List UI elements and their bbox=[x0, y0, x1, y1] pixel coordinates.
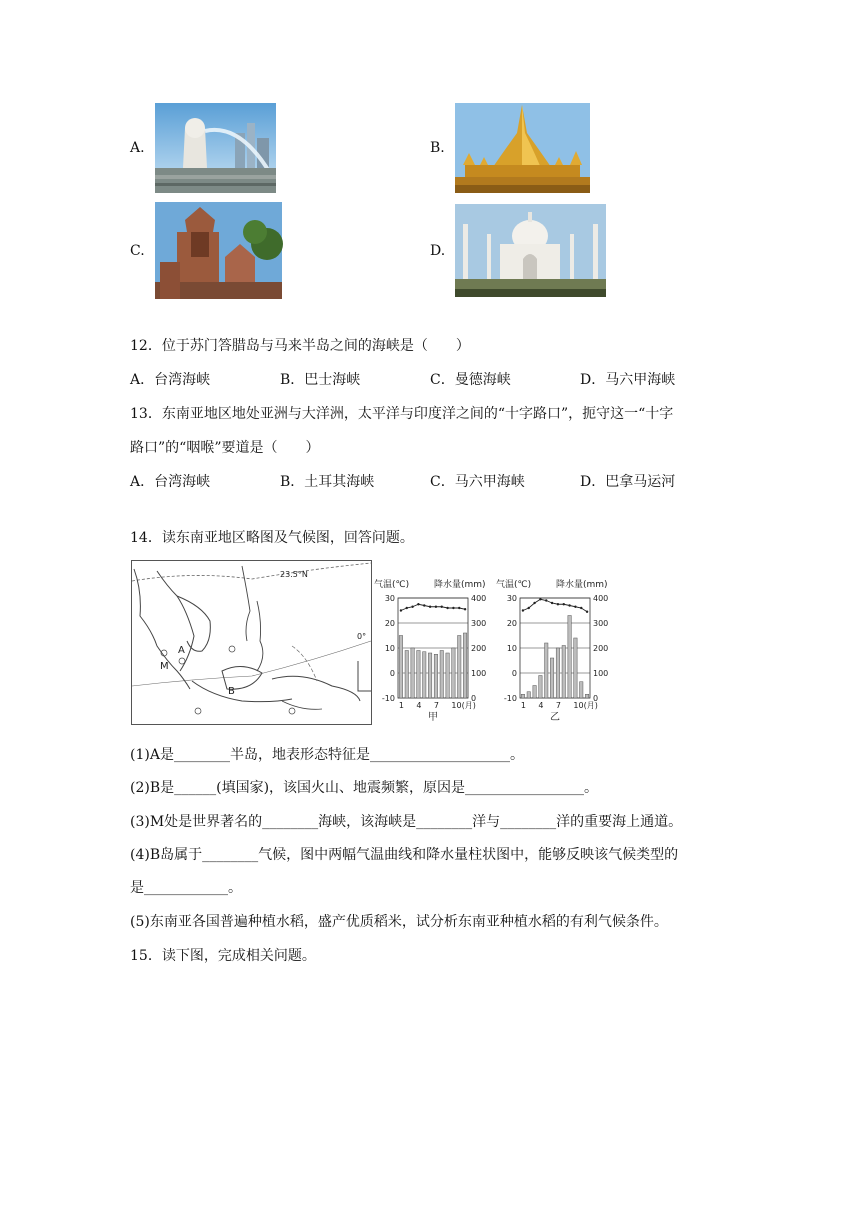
temperature-point bbox=[452, 607, 454, 609]
month-tick-label: 10(月) bbox=[451, 701, 476, 710]
temperature-point bbox=[458, 607, 460, 609]
q12-option-a: A．台湾海峡 bbox=[130, 372, 211, 388]
q13-stem-line1: 13．东南亚地区地处亚洲与大洋洲，太平洋与印度洋之间的“十字路口”，扼守这一“十字 bbox=[130, 406, 674, 422]
temp-tick-label: 20 bbox=[384, 619, 395, 628]
precip-bar bbox=[556, 648, 559, 698]
precip-bar bbox=[562, 646, 565, 699]
option-c-label: C. bbox=[130, 243, 145, 259]
month-tick-label: 7 bbox=[433, 701, 440, 710]
temperature-point bbox=[563, 603, 565, 605]
taj-mahal-photo bbox=[455, 204, 606, 297]
temperature-point bbox=[411, 606, 413, 608]
climate-chart-jia bbox=[374, 578, 486, 723]
temperature-point bbox=[551, 602, 553, 604]
month-tick-label: 4 bbox=[416, 701, 422, 710]
temp-tick-label: 0 bbox=[511, 669, 517, 678]
temperature-point bbox=[522, 609, 524, 611]
map-label-a: A bbox=[178, 645, 185, 656]
precip-tick-label: 0 bbox=[593, 694, 599, 703]
temperature-point bbox=[539, 598, 541, 600]
option-b-label: B. bbox=[430, 140, 445, 156]
precip-tick-label: 400 bbox=[471, 594, 487, 603]
map-tropic-label: 23.5°N bbox=[280, 570, 308, 579]
temperature-point bbox=[446, 607, 448, 609]
q13-stem-line2: 路口”的“咽喉”要道是（ ） bbox=[130, 440, 320, 456]
month-tick-label: 7 bbox=[555, 701, 562, 710]
q15-stem: 15．读下图，完成相关问题。 bbox=[130, 948, 316, 964]
q14-part-4a: (4)B岛属于________气候，图中两幅气温曲线和降水量柱状图中，能够反映该气候类型的 bbox=[130, 847, 679, 863]
q12-option-c: C．曼德海峡 bbox=[430, 372, 511, 388]
month-tick-label: 10(月) bbox=[573, 701, 598, 710]
q13-option-d: D．巴拿马运河 bbox=[580, 474, 676, 490]
precip-bar bbox=[580, 682, 583, 698]
temperature-point bbox=[464, 608, 466, 610]
q14-part-4b: 是____________。 bbox=[130, 880, 242, 896]
month-tick-label: 4 bbox=[538, 701, 544, 710]
precip-bar bbox=[585, 694, 588, 698]
merlion-photo bbox=[155, 103, 276, 193]
q13-option-c: C．马六甲海峡 bbox=[430, 474, 525, 490]
chart-name-label: 乙 bbox=[550, 712, 560, 723]
q14-stem: 14．读东南亚地区略图及气候图，回答问题。 bbox=[130, 530, 414, 546]
precip-bar bbox=[533, 686, 536, 699]
precip-tick-label: 200 bbox=[471, 644, 487, 653]
temp-tick-label: 20 bbox=[506, 619, 517, 628]
precip-bar bbox=[423, 652, 426, 698]
map-equator-label: 0° bbox=[357, 632, 367, 641]
climate-chart-yi bbox=[496, 578, 608, 723]
precip-bar bbox=[463, 633, 466, 698]
precip-tick-label: 100 bbox=[593, 669, 609, 678]
temperature-point bbox=[441, 606, 443, 608]
precip-bar bbox=[405, 651, 408, 699]
temperature-point bbox=[400, 609, 402, 611]
temperature-point bbox=[574, 606, 576, 608]
temperature-point bbox=[545, 599, 547, 601]
temp-tick-label: 10 bbox=[506, 644, 517, 653]
temp-axis-label: 气温(℃) bbox=[374, 580, 410, 590]
temperature-point bbox=[586, 611, 588, 613]
map-label-b: B bbox=[228, 686, 235, 697]
temp-tick-label: 30 bbox=[384, 594, 395, 603]
q12-option-b: B．巴士海峡 bbox=[280, 372, 361, 388]
q14-part-3: (3)M处是世界著名的________海峡，该海峡是________洋与________洋的重要海上通道。 bbox=[130, 814, 683, 830]
option-d-label: D. bbox=[430, 243, 446, 259]
month-tick-label: 1 bbox=[520, 701, 527, 710]
chart-name-label: 甲 bbox=[428, 712, 438, 723]
q14-part-2: (2)B是______(填国家)，该国火山、地震频繁，原因是_________________。 bbox=[130, 780, 599, 796]
precip-bar bbox=[417, 651, 420, 699]
precip-bar bbox=[521, 694, 524, 698]
temperature-point bbox=[528, 607, 530, 609]
pagoda-photo bbox=[455, 103, 590, 193]
q12-stem: 12．位于苏门答腊岛与马来半岛之间的海峡是（ ） bbox=[130, 338, 470, 354]
temperature-point bbox=[533, 602, 535, 604]
precip-bar bbox=[568, 616, 571, 699]
temperature-point bbox=[406, 607, 408, 609]
precip-bar bbox=[446, 653, 449, 698]
precip-tick-label: 0 bbox=[471, 694, 477, 703]
temp-tick-label: 0 bbox=[389, 669, 395, 678]
temp-axis-label: 气温(℃) bbox=[496, 580, 532, 590]
temp-tick-label: -10 bbox=[381, 694, 395, 703]
precip-bar bbox=[428, 653, 431, 698]
precip-bar bbox=[411, 648, 414, 698]
precip-bar bbox=[440, 651, 443, 699]
temperature-point bbox=[417, 603, 419, 605]
precip-bar bbox=[545, 643, 548, 698]
precip-bar bbox=[539, 676, 542, 699]
temperature-point bbox=[568, 604, 570, 606]
precip-bar bbox=[574, 638, 577, 698]
temp-tick-label: 30 bbox=[506, 594, 517, 603]
precip-axis-label: 降水量(mm) bbox=[556, 580, 608, 590]
precip-bar bbox=[434, 654, 437, 698]
temperature-point bbox=[557, 603, 559, 605]
precip-bar bbox=[550, 658, 553, 698]
map-label-m: M bbox=[160, 661, 169, 672]
precip-tick-label: 200 bbox=[593, 644, 609, 653]
temperature-point bbox=[423, 604, 425, 606]
q12-option-d: D．马六甲海峡 bbox=[580, 372, 676, 388]
precip-tick-label: 100 bbox=[471, 669, 487, 678]
temperature-line bbox=[401, 604, 465, 610]
precip-bar bbox=[527, 692, 530, 698]
option-a-label: A. bbox=[130, 140, 145, 156]
precip-tick-label: 400 bbox=[593, 594, 609, 603]
precip-axis-label: 降水量(mm) bbox=[434, 580, 486, 590]
q13-option-b: B．土耳其海峡 bbox=[280, 474, 375, 490]
precip-tick-label: 300 bbox=[593, 619, 609, 628]
climate-charts bbox=[374, 576, 609, 724]
temperature-point bbox=[580, 607, 582, 609]
month-tick-label: 1 bbox=[398, 701, 405, 710]
q14-part-1: (1)A是________半岛，地表形态特征是____________________。 bbox=[130, 747, 524, 763]
temp-tick-label: 10 bbox=[384, 644, 395, 653]
southeast-asia-map bbox=[131, 560, 372, 725]
temple-photo bbox=[155, 202, 282, 299]
temp-tick-label: -10 bbox=[503, 694, 517, 703]
temperature-line bbox=[523, 599, 587, 612]
q14-part-5: (5)东南亚各国普遍种植水稻，盛产优质稻米，试分析东南亚种植水稻的有利气候条件。 bbox=[130, 914, 668, 930]
precip-bar bbox=[458, 636, 461, 699]
q13-option-a: A．台湾海峡 bbox=[130, 474, 211, 490]
temperature-point bbox=[429, 606, 431, 608]
precip-bar bbox=[452, 648, 455, 698]
precip-bar bbox=[399, 636, 402, 699]
temperature-point bbox=[435, 606, 437, 608]
precip-tick-label: 300 bbox=[471, 619, 487, 628]
